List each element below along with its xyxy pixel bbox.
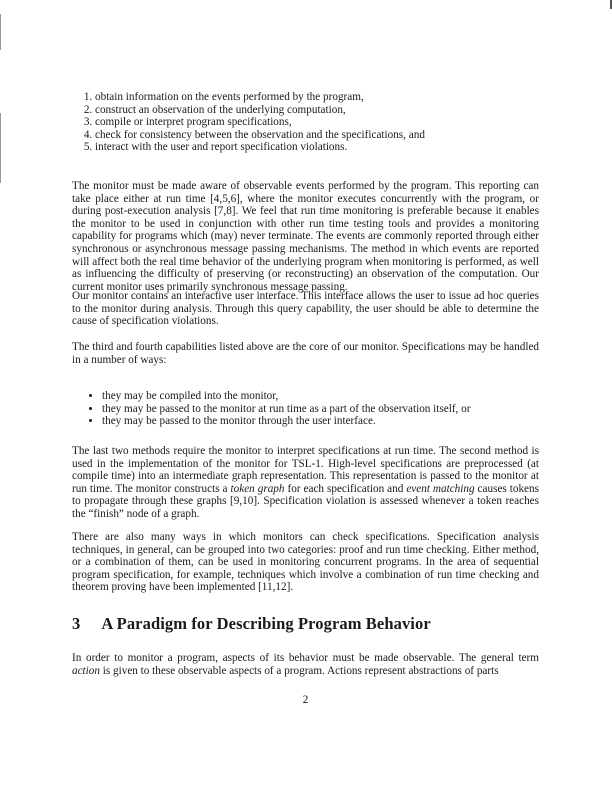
list-item: • they may be passed to the monitor at run time as a part of the observation itself, or xyxy=(102,403,542,416)
text-run: for each specification and xyxy=(284,482,407,495)
paragraph-user-interface: Our monitor contains an interactive user interface. This interface allows the user to issue ad hoc queries to the monitor during analysis. Through this query capability, the user should be able to determine the cause of specification violations. xyxy=(72,290,539,328)
list-item: 3. compile or interpret program specifications, xyxy=(95,116,535,129)
section-number: 3 xyxy=(72,614,81,633)
scan-edge-mark xyxy=(0,14,1,50)
list-item: 1. obtain information on the events performed by the program, xyxy=(95,91,535,104)
text-run: causes tokens to propagate through these graphs [9,10]. Specification violation is assessed whenever a token reaches the “finish” node of a graph. xyxy=(72,482,539,520)
section-title: A Paradigm for Describing Program Behavior xyxy=(101,614,431,633)
specification-handling-list xyxy=(88,390,542,428)
text-run: The last two methods require the monitor to interpret specifications at run time. The second method is used in the implementation of the monitor for TSL-1. High-level specifications are preprocessed (at compile time) into an intermediate graph representation. This representation is passed to the monitor at run time. The monitor constructs a xyxy=(72,445,539,495)
text-run: In order to monitor a program, aspects of its behavior must be made observable. The general term xyxy=(72,652,539,664)
term-token-graph: token graph xyxy=(230,482,285,495)
paragraph-core-capabilities: The third and fourth capabilities listed above are the core of our monitor. Specifications may be handled in a number of ways: xyxy=(72,341,539,366)
page-number: 2 xyxy=(302,694,309,706)
list-item: 5. interact with the user and report specification violations. xyxy=(95,141,535,154)
section-heading xyxy=(72,614,431,634)
paragraph-actions xyxy=(72,652,539,677)
paragraph-event-reporting: The monitor must be made aware of observable events performed by the program. This reporting can take place either at run time [4,5,6], where the monitor executes concurrently with the program, or during post-execution analysis [7,8]. We feel that run time monitoring is preferable because it enables the monitor to be used in conjunction with other run time testing tools and provides a monitoring capability for programs which (may) never terminate. The events are commonly reported through either synchronous or asynchronous message passing mechanisms. The method in which events are reported will affect both the real time behavior of the underlying program when monitoring is performed, as well as influencing the difficulty of preserving (or reconstructing) an observation of the computation. Our current monitor uses primarily synchronous message passing. xyxy=(72,180,539,293)
text-run: is given to these observable aspects of a program. Actions represent abstractions of parts xyxy=(99,664,499,677)
list-item: • they may be passed to the monitor through the user interface. xyxy=(102,415,542,428)
monitor-capabilities-list xyxy=(81,91,535,154)
paragraph-checking-methods: There are also many ways in which monitors can check specifications. Specification analysis techniques, in general, can be grouped into two categories: proof and run time checking. Either method, or a combination of them, can be used in monitoring concurrent programs. In the area of sequential program specification, for example, techniques which involve a combination of run time checking and theorem proving have been implemented [11,12]. xyxy=(72,531,539,594)
scan-edge-mark xyxy=(0,113,1,183)
list-item: • they may be compiled into the monitor, xyxy=(102,390,542,403)
list-item: 2. construct an observation of the underlying computation, xyxy=(95,104,535,117)
list-item: 4. check for consistency between the observation and the specifications, and xyxy=(95,129,535,142)
term-action: action xyxy=(72,664,100,677)
paragraph-interpretation-methods xyxy=(72,445,539,521)
term-event-matching: event matching xyxy=(406,482,475,495)
